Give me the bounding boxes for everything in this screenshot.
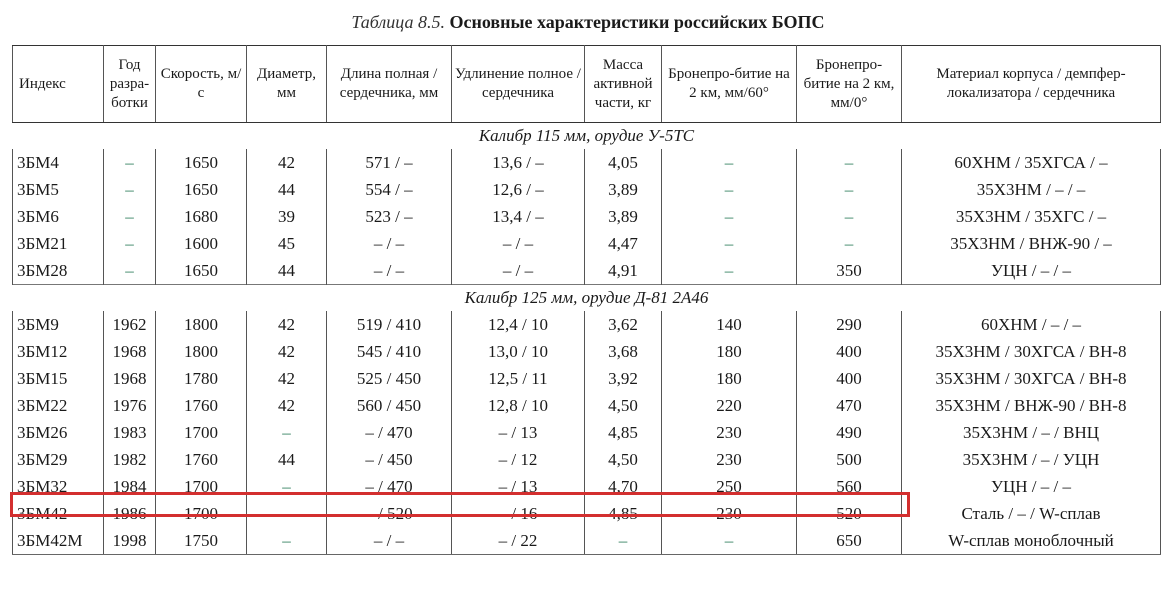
cell-year: – xyxy=(104,257,156,285)
cell-elongation: – / 16 xyxy=(452,500,585,527)
table-number: Таблица 8.5. xyxy=(351,12,445,32)
cell-velocity: 1600 xyxy=(156,230,247,257)
cell-index: 3БМ28 xyxy=(13,257,104,285)
cell-velocity: 1650 xyxy=(156,176,247,203)
cell-mass: 4,50 xyxy=(585,446,662,473)
cell-material: УЦН / – / – xyxy=(902,257,1161,285)
cell-index: 3БМ32 xyxy=(13,473,104,500)
cell-index: 3БМ42 xyxy=(13,500,104,527)
cell-year: – xyxy=(104,176,156,203)
cell-index: 3БМ22 xyxy=(13,392,104,419)
cell-elongation: 12,8 / 10 xyxy=(452,392,585,419)
table-caption: Основные характеристики российских БОПС xyxy=(449,12,825,32)
cell-year: – xyxy=(104,203,156,230)
cell-length: 519 / 410 xyxy=(327,311,452,338)
cell-penetration-0: 650 xyxy=(797,527,902,555)
table-row xyxy=(13,338,1161,365)
cell-velocity: 1800 xyxy=(156,338,247,365)
cell-elongation: 12,6 / – xyxy=(452,176,585,203)
header-index: Индекс xyxy=(13,46,104,123)
cell-year: 1984 xyxy=(104,473,156,500)
cell-elongation: 13,0 / 10 xyxy=(452,338,585,365)
cell-velocity: 1780 xyxy=(156,365,247,392)
header-elongation: Удлинение полное / сердечника xyxy=(452,46,585,123)
cell-penetration-0: 470 xyxy=(797,392,902,419)
cell-material: W-сплав моноблочный xyxy=(902,527,1161,555)
cell-diameter: 42 xyxy=(247,392,327,419)
cell-penetration-0: 350 xyxy=(797,257,902,285)
cell-velocity: 1700 xyxy=(156,473,247,500)
cell-length: 571 / – xyxy=(327,149,452,176)
cell-penetration-60: 250 xyxy=(662,473,797,500)
cell-material: Сталь / – / W-сплав xyxy=(902,500,1161,527)
cell-diameter: – xyxy=(247,500,327,527)
cell-index: 3БМ5 xyxy=(13,176,104,203)
header-material: Материал корпуса / демпфер-локализатора / сердечника xyxy=(902,46,1161,123)
cell-velocity: 1650 xyxy=(156,149,247,176)
cell-penetration-60: 180 xyxy=(662,338,797,365)
table-row xyxy=(13,365,1161,392)
cell-mass: 4,85 xyxy=(585,419,662,446)
cell-diameter: 44 xyxy=(247,257,327,285)
cell-elongation: – / – xyxy=(452,257,585,285)
table-row xyxy=(13,392,1161,419)
cell-mass: 4,91 xyxy=(585,257,662,285)
cell-material: 60ХНМ / 35ХГСА / – xyxy=(902,149,1161,176)
cell-material: 35Х3НМ / 35ХГС / – xyxy=(902,203,1161,230)
cell-length: – / 470 xyxy=(327,419,452,446)
table-row xyxy=(13,203,1161,230)
cell-penetration-60: – xyxy=(662,527,797,555)
table-row xyxy=(13,473,1161,500)
cell-index: 3БМ9 xyxy=(13,311,104,338)
cell-elongation: – / 22 xyxy=(452,527,585,555)
cell-mass: 4,50 xyxy=(585,392,662,419)
cell-index: 3БМ12 xyxy=(13,338,104,365)
cell-elongation: – / 12 xyxy=(452,446,585,473)
cell-mass: 4,85 xyxy=(585,500,662,527)
cell-penetration-0: 290 xyxy=(797,311,902,338)
cell-velocity: 1760 xyxy=(156,392,247,419)
cell-penetration-0: – xyxy=(797,230,902,257)
cell-mass: – xyxy=(585,527,662,555)
cell-velocity: 1800 xyxy=(156,311,247,338)
cell-elongation: 12,5 / 11 xyxy=(452,365,585,392)
cell-mass: 3,89 xyxy=(585,203,662,230)
cell-length: – / – xyxy=(327,257,452,285)
cell-penetration-0: – xyxy=(797,203,902,230)
cell-index: 3БМ29 xyxy=(13,446,104,473)
characteristics-table xyxy=(12,45,1161,555)
cell-mass: 3,92 xyxy=(585,365,662,392)
table-row xyxy=(13,311,1161,338)
cell-elongation: – / 13 xyxy=(452,473,585,500)
cell-penetration-60: 230 xyxy=(662,500,797,527)
cell-penetration-60: – xyxy=(662,230,797,257)
cell-penetration-0: 400 xyxy=(797,338,902,365)
cell-mass: 3,68 xyxy=(585,338,662,365)
table-title xyxy=(0,12,1176,33)
cell-mass: 3,62 xyxy=(585,311,662,338)
cell-diameter: 42 xyxy=(247,365,327,392)
cell-material: 60ХНМ / – / – xyxy=(902,311,1161,338)
cell-velocity: 1650 xyxy=(156,257,247,285)
cell-length: – / 520 xyxy=(327,500,452,527)
table-row xyxy=(13,257,1161,285)
cell-penetration-60: – xyxy=(662,203,797,230)
table-body xyxy=(13,123,1161,555)
table-row xyxy=(13,230,1161,257)
cell-penetration-0: 490 xyxy=(797,419,902,446)
cell-material: 35Х3НМ / ВНЖ-90 / – xyxy=(902,230,1161,257)
cell-diameter: 39 xyxy=(247,203,327,230)
header-velocity: Скорость, м/с xyxy=(156,46,247,123)
cell-diameter: 42 xyxy=(247,149,327,176)
cell-penetration-0: 500 xyxy=(797,446,902,473)
table-row xyxy=(13,176,1161,203)
cell-penetration-0: 400 xyxy=(797,365,902,392)
cell-length: 545 / 410 xyxy=(327,338,452,365)
cell-year: 1986 xyxy=(104,500,156,527)
table-row xyxy=(13,527,1161,555)
table-row xyxy=(13,419,1161,446)
cell-velocity: 1760 xyxy=(156,446,247,473)
cell-penetration-0: – xyxy=(797,176,902,203)
cell-penetration-60: – xyxy=(662,257,797,285)
table-row xyxy=(13,149,1161,176)
cell-diameter: 45 xyxy=(247,230,327,257)
cell-material: 35Х3НМ / – / ВНЦ xyxy=(902,419,1161,446)
cell-year: 1968 xyxy=(104,338,156,365)
cell-length: – / 470 xyxy=(327,473,452,500)
cell-elongation: 13,6 / – xyxy=(452,149,585,176)
header-length: Длина полная / сердечника, мм xyxy=(327,46,452,123)
cell-year: 1962 xyxy=(104,311,156,338)
cell-penetration-60: – xyxy=(662,176,797,203)
cell-mass: 4,47 xyxy=(585,230,662,257)
section-caption: Калибр 125 мм, орудие Д-81 2А46 xyxy=(13,285,1161,312)
cell-penetration-60: 230 xyxy=(662,419,797,446)
cell-mass: 4,70 xyxy=(585,473,662,500)
cell-mass: 3,89 xyxy=(585,176,662,203)
cell-elongation: 13,4 / – xyxy=(452,203,585,230)
cell-velocity: 1750 xyxy=(156,527,247,555)
cell-year: 1982 xyxy=(104,446,156,473)
cell-elongation: 12,4 / 10 xyxy=(452,311,585,338)
cell-length: – / – xyxy=(327,230,452,257)
cell-diameter: – xyxy=(247,473,327,500)
section-row xyxy=(13,123,1161,150)
cell-mass: 4,05 xyxy=(585,149,662,176)
cell-velocity: 1700 xyxy=(156,500,247,527)
cell-year: – xyxy=(104,149,156,176)
cell-diameter: 44 xyxy=(247,446,327,473)
header-year: Год разра-ботки xyxy=(104,46,156,123)
cell-length: 560 / 450 xyxy=(327,392,452,419)
cell-penetration-60: 230 xyxy=(662,446,797,473)
cell-length: 523 / – xyxy=(327,203,452,230)
header-mass: Масса активной части, кг xyxy=(585,46,662,123)
cell-elongation: – / 13 xyxy=(452,419,585,446)
header-diameter: Диаметр, мм xyxy=(247,46,327,123)
cell-index: 3БМ6 xyxy=(13,203,104,230)
cell-material: 35Х3НМ / 30ХГСА / ВН-8 xyxy=(902,338,1161,365)
cell-index: 3БМ21 xyxy=(13,230,104,257)
cell-velocity: 1680 xyxy=(156,203,247,230)
header-penetration-0: Бронепро-битие на 2 км, мм/0° xyxy=(797,46,902,123)
cell-elongation: – / – xyxy=(452,230,585,257)
header-row xyxy=(13,46,1161,123)
cell-index: 3БМ26 xyxy=(13,419,104,446)
cell-penetration-0: – xyxy=(797,149,902,176)
cell-material: 35Х3НМ / – / – xyxy=(902,176,1161,203)
cell-index: 3БМ4 xyxy=(13,149,104,176)
cell-year: 1968 xyxy=(104,365,156,392)
cell-penetration-0: 560 xyxy=(797,473,902,500)
cell-length: – / – xyxy=(327,527,452,555)
cell-length: 554 / – xyxy=(327,176,452,203)
cell-year: 1976 xyxy=(104,392,156,419)
cell-penetration-60: – xyxy=(662,149,797,176)
cell-year: 1983 xyxy=(104,419,156,446)
cell-diameter: – xyxy=(247,527,327,555)
cell-year: 1998 xyxy=(104,527,156,555)
cell-year: – xyxy=(104,230,156,257)
table-row xyxy=(13,500,1161,527)
cell-material: 35Х3НМ / 30ХГСА / ВН-8 xyxy=(902,365,1161,392)
cell-penetration-60: 180 xyxy=(662,365,797,392)
table-row xyxy=(13,446,1161,473)
cell-length: – / 450 xyxy=(327,446,452,473)
cell-penetration-60: 220 xyxy=(662,392,797,419)
cell-material: УЦН / – / – xyxy=(902,473,1161,500)
cell-diameter: 44 xyxy=(247,176,327,203)
section-caption: Калибр 115 мм, орудие У-5ТС xyxy=(13,123,1161,150)
cell-index: 3БМ42М xyxy=(13,527,104,555)
cell-velocity: 1700 xyxy=(156,419,247,446)
cell-diameter: 42 xyxy=(247,338,327,365)
cell-penetration-0: 520 xyxy=(797,500,902,527)
cell-diameter: – xyxy=(247,419,327,446)
cell-material: 35Х3НМ / – / УЦН xyxy=(902,446,1161,473)
header-penetration-60: Бронепро-битие на 2 км, мм/60° xyxy=(662,46,797,123)
section-row xyxy=(13,285,1161,312)
cell-length: 525 / 450 xyxy=(327,365,452,392)
cell-penetration-60: 140 xyxy=(662,311,797,338)
cell-index: 3БМ15 xyxy=(13,365,104,392)
cell-material: 35Х3НМ / ВНЖ-90 / ВН-8 xyxy=(902,392,1161,419)
cell-diameter: 42 xyxy=(247,311,327,338)
